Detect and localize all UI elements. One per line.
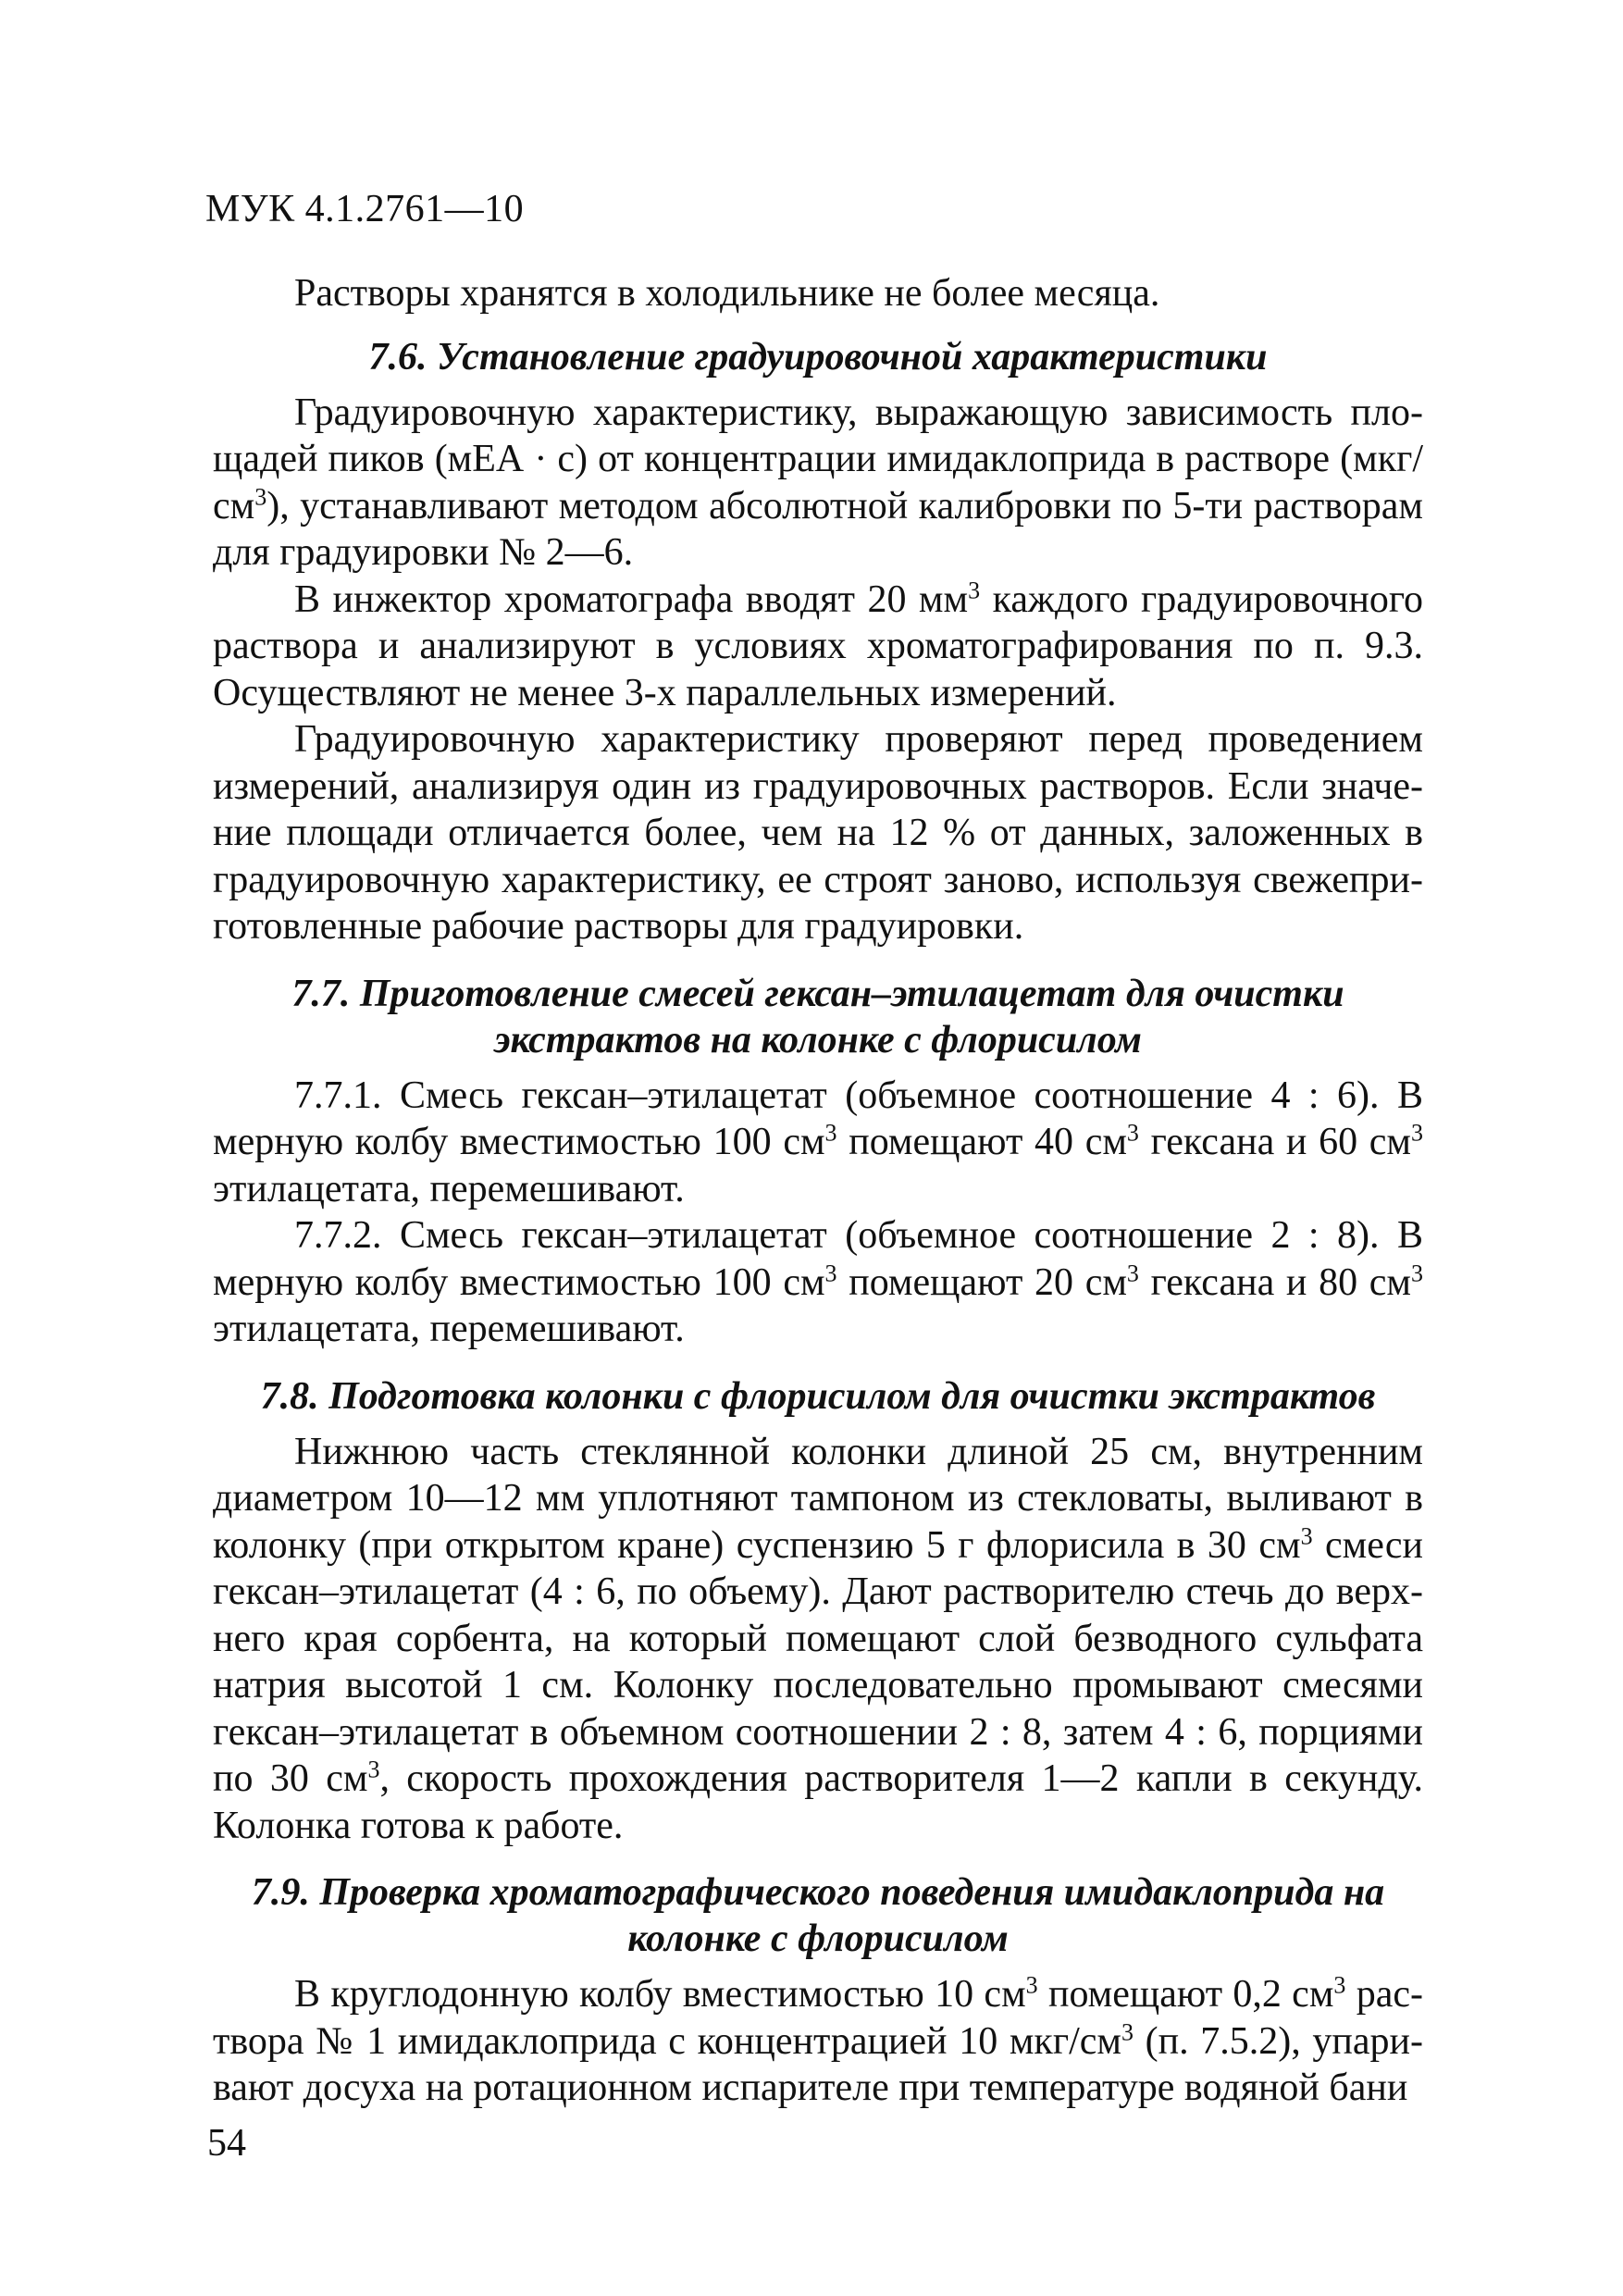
paragraph: Нижнюю часть стеклянной колонки длиной 25 см, внутренним диаметром 10—12 мм уплотняют тампоном из стекловаты, выливают в колонку (при открытом кране) суспензию 5 г флорисила в 30 $см^3$ смеси гексан–этилацетат (4 : 6, по объему). Дают растворителю стечь до верхнего края сорбента, на который помещают слой безводного сульфата натрия высотой 1 см. Колонку последовательно промывают смесями гексан–этилацетат в объемном соотношении 2 : 8, затем 4 : 6, порциями по 30 $см^3$, скорость прохождения растворителя 1—2 капли в секунду. Колонка готова к работе.: [213, 1430, 1423, 1847]
page-number: 54: [207, 2122, 246, 2165]
paragraph: Градуировочную характеристику проверяют перед проведением измерений, анализируя один из градуировочных растворов. Если значение площади отличается более, чем на 12 % от данных, заложенных в градуировочную характеристику, ее строят заново, используя свежеприготовленные рабочие растворы для градуировки.: [213, 718, 1423, 948]
section-heading-7-8: 7.8. Подготовка колонки с флорисилом для очистки экстрактов: [260, 1374, 1376, 1418]
running-header: МУК 4.1.2761—10: [205, 188, 525, 230]
paragraph: В круглодонную колбу вместимостью 10 $см^3$ помещают 0,2 $см^3$ раствора № 1 имидаклоприда с концентрацией 10 мкг/$см^3$ (п. 7.5.2), упаривают досуха на ротационном испарителе при температуре водяной бани: [213, 1971, 1424, 2109]
section-heading-7-6: 7.6. Установление градуировочной характеристики: [368, 335, 1268, 379]
paragraph: В инжектор хроматографа вводят 20 $мм^3$ каждого градуировочного раствора и анализируют в условиях хроматографирования по п. 9.3. Осуществляют не менее 3-х параллельных измерений.: [213, 577, 1423, 714]
section-heading-7-7: 7.7. Приготовление смесей гексан–этилацетат для очистки экстрактов на колонке с флорисилом: [291, 972, 1344, 1061]
paragraph: 7.7.2. Смесь гексан–этилацетат (объемное соотношение 2 : 8). В мерную колбу вместимостью 100 $см^3$ помещают 20 $см^3$ гексана и 80 $см^3$ этилацетата, перемешивают.: [213, 1214, 1423, 1350]
paragraph: Градуировочную характеристику, выражающую зависимость площадей пиков (мЕА · с) от концентрации имидаклоприда в растворе $(мкг/см^3)$, устанавливают методом абсолютной калибровки по 5-ти растворам для градуировки № 2—6.: [213, 391, 1423, 574]
intro-paragraph: Растворы хранятся в холодильнике не более месяца.: [294, 272, 1160, 315]
paragraph: 7.7.1. Смесь гексан–этилацетат (объемное соотношение 4 : 6). В мерную колбу вместимостью 100 $см^3$ помещают 40 $см^3$ гексана и 60 $см^3$ этилацетата, перемешивают.: [213, 1074, 1423, 1210]
section-heading-7-9: 7.9. Проверка хроматографического поведения имидаклоприда на колонке с флорисилом: [251, 1871, 1385, 1960]
body-text: [213, 270, 1423, 2112]
